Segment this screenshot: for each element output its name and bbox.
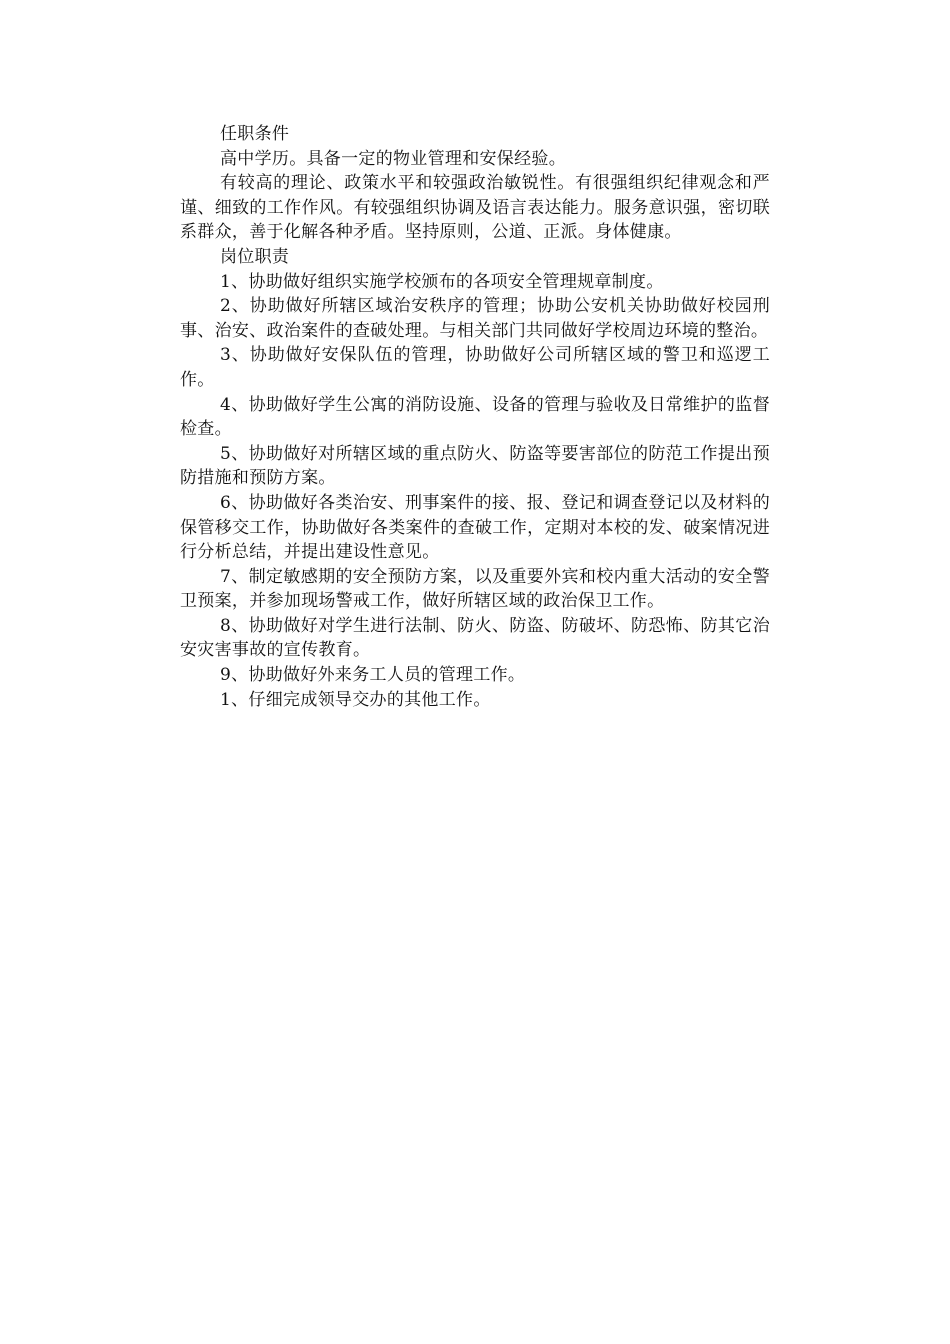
section-heading-requirements: 任职条件 [220,124,290,144]
paragraph-education: 高中学历。具备一定的物业管理和安保经验。 [220,148,566,169]
duty-item-8: 8、协助做好对学生进行法制、防火、防盗、防破坏、防恐怖、防其它治安灾害事故的宣传教育。 [180,615,770,661]
section-heading-duties: 岗位职责 [220,246,290,267]
duty-item-7: 7、制定敏感期的安全预防方案，以及重要外宾和校内重大活动的安全警卫预案，并参加现场警戒工作，做好所辖区域的政治保卫工作。 [180,566,770,612]
duty-item-4: 4、协助做好学生公寓的消防设施、设备的管理与验收及日常维护的监督检查。 [180,394,770,440]
document-page [180,122,770,712]
duty-item-10: 1、仔细完成领导交办的其他工作。 [220,689,491,710]
duty-item-5: 5、协助做好对所辖区域的重点防火、防盗等要害部位的防范工作提出预防措施和预防方案。 [180,443,770,489]
paragraph-qualities: 有较高的理论、政策水平和较强政治敏锐性。有很强组织纪律观念和严谨、细致的工作作风。有较强组织协调及语言表达能力。服务意识强，密切联系群众，善于化解各种矛盾。坚持原则，公道、正派。身体健康。 [180,173,770,243]
duty-item-6: 6、协助做好各类治安、刑事案件的接、报、登记和调查登记以及材料的保管移交工作，协助做好各类案件的查破工作，定期对本校的发、破案情况进行分析总结，并提出建设性意见。 [180,492,770,563]
duty-item-9: 9、协助做好外来务工人员的管理工作。 [220,665,526,686]
duty-item-3: 3、协助做好安保队伍的管理，协助做好公司所辖区域的警卫和巡逻工作。 [180,345,770,390]
duty-item-1: 1、协助做好组织实施学校颁布的各项安全管理规章制度。 [220,271,664,292]
duty-item-2: 2、协助做好所辖区域治安秩序的管理；协助公安机关协助做好校园刑事、治安、政治案件的查破处理。与相关部门共同做好学校周边环境的整治。 [180,296,770,341]
